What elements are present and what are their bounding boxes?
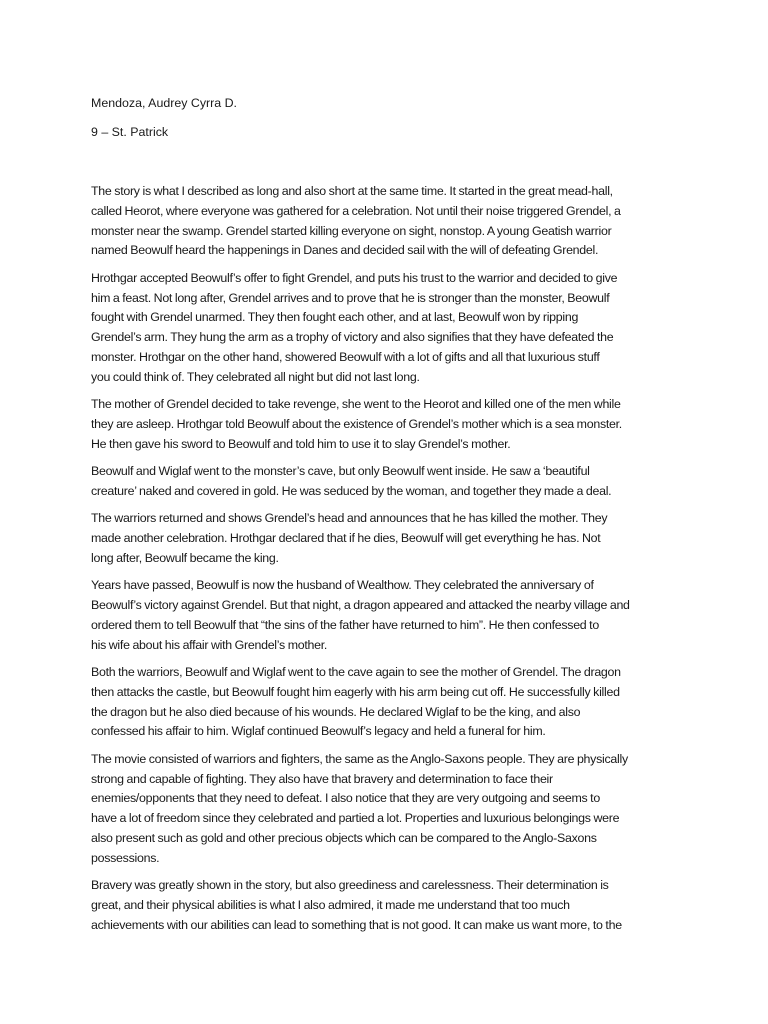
paragraph: The warriors returned and shows Grendel’s head and announces that he has killed the mother. They made another celebration. Hrothgar declared that if he dies, Beowulf will get everything he has. Not long after, Beowulf became the king. [91, 511, 608, 565]
paragraph: Years have passed, Beowulf is now the husband of Wealthow. They celebrated the anniversary of Beowulf’s victory against Grendel. But that night, a dragon appeared and attacked the nearby village and ordered them to tell Beowulf that “the sins of the father have returned to him”. He then confessed to his wife about his affair with Grendel’s mother. [91, 578, 630, 652]
paragraph: The story is what I described as long and also short at the same time. It started in the great mead-hall, called Heorot, where everyone was gathered for a celebration. Not until their noise triggered Grendel, a monster near the swamp. Grendel started killing everyone on sight, nonstop. A young Geatish warrior named Beowulf heard the happenings in Danes and decided sail with the will of defeating Grendel. [91, 184, 621, 258]
paragraph: The movie consisted of warriors and fighters, the same as the Anglo-Saxons people. They are physically strong and capable of fighting. They also have that bravery and determination to face their enemies/opponents that they need to defeat. I also notice that they are very outgoing and seems to have a lot of freedom since they celebrated and partied a lot. Properties and luxurious belongings were also present such as gold and other precious objects which can be compared to the Anglo-Saxons possessions. [91, 751, 628, 865]
paragraph: Both the warriors, Beowulf and Wiglaf went to the cave again to see the mother of Grendel. The dragon then attacks the castle, but Beowulf fought him eagerly with his arm being cut off. He successfully killed the dragon but he also died because of his wounds. He declared Wiglaf to be the king, and also confessed his affair to him. Wiglaf continued Beowulf’s legacy and held a funeral for him. [91, 665, 621, 739]
class-section: 9 – St. Patrick [91, 125, 169, 139]
author-name: Mendoza, Audrey Cyrra D. [91, 96, 237, 110]
paragraph: The mother of Grendel decided to take revenge, she went to the Heorot and killed one of the men while they are asleep. Hrothgar told Beowulf about the existence of Grendel’s mother which is a sea monster. He then gave his sword to Beowulf and told him to use it to slay Grendel’s mother. [91, 397, 622, 451]
essay-body [91, 182, 675, 943]
paragraph: Hrothgar accepted Beowulf’s offer to fight Grendel, and puts his trust to the warrior and decided to give him a feast. Not long after, Grendel arrives and to prove that he is stronger than the monster, Beowulf fought with Grendel unarmed. They then fought each other, and at last, Beowulf won by ripping Grendel’s arm. They hung the arm as a trophy of victory and also signifies that they have defeated the monster. Hrothgar on the other hand, showered Beowulf with a lot of gifts and all that luxurious stuff you could think of. They celebrated all night but did not last long. [91, 270, 618, 384]
paragraph: Bravery was greatly shown in the story, but also greediness and carelessness. Their determination is great, and their physical abilities is what I also admired, it made me understand that too much achievements with our abilities can lead to something that is not good. It can make us want more, to the [91, 878, 622, 932]
paragraph: Beowulf and Wiglaf went to the monster’s cave, but only Beowulf went inside. He saw a ‘beautiful creature’ naked and covered in gold. He was seduced by the woman, and together they made a deal. [91, 464, 612, 498]
